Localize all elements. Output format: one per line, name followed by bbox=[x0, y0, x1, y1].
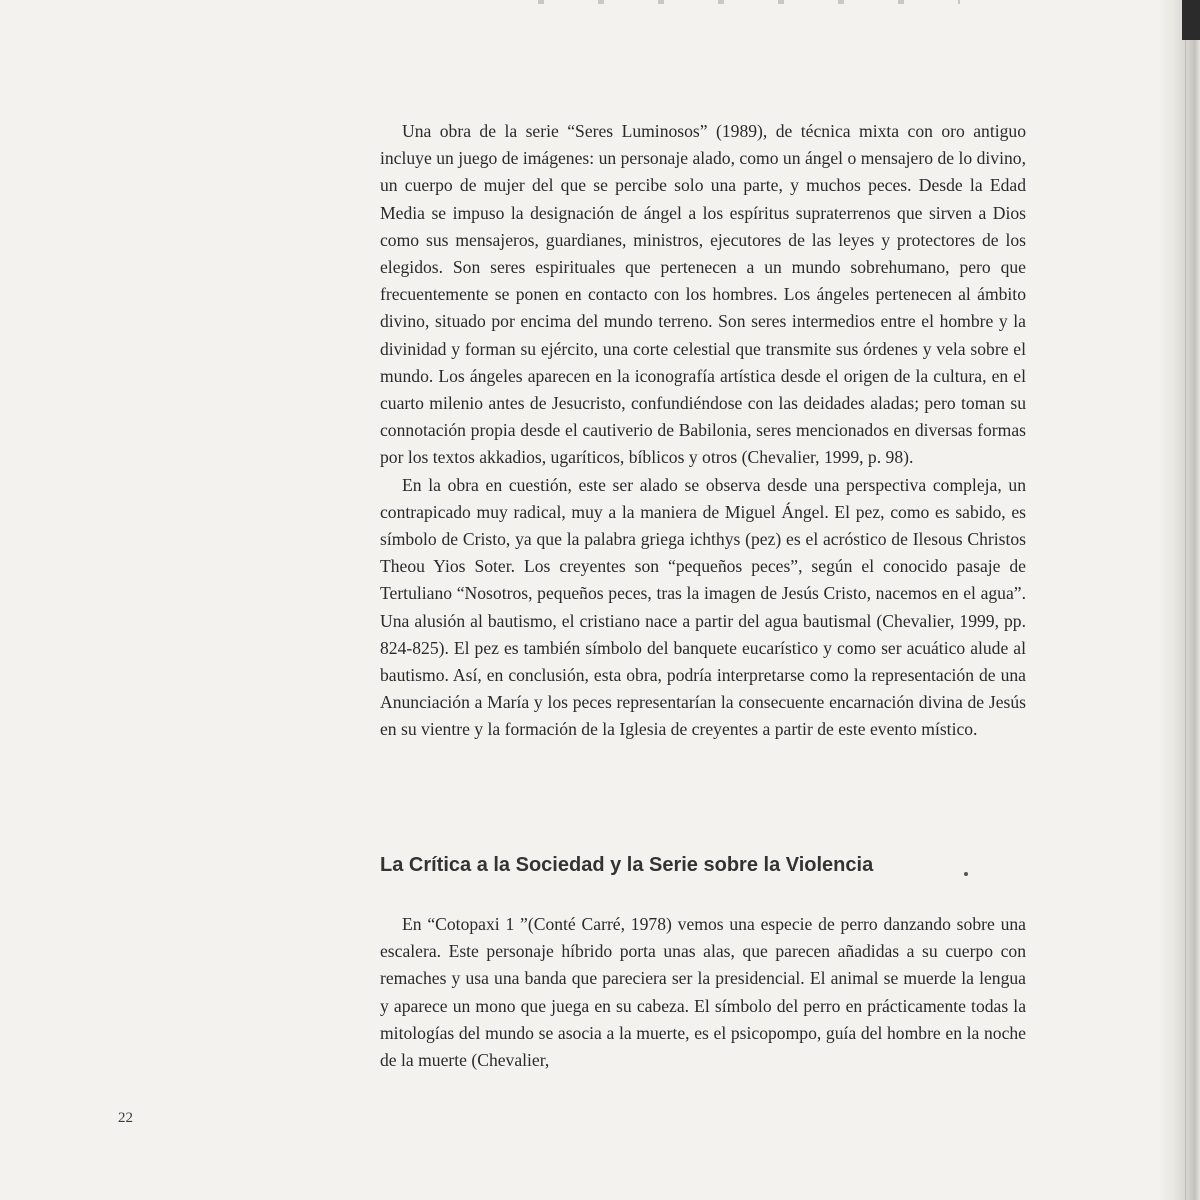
page-edge bbox=[1185, 0, 1186, 1200]
main-text-block bbox=[380, 118, 1026, 744]
paragraph-seres-luminosos: Una obra de la serie “Seres Luminosos” (1989), de técnica mixta con oro antiguo incluye un juego de imágenes: un personaje alado, como un ángel o mensajero de lo divino, un cuerpo de mujer del que se percibe solo una parte, y muchos peces. Desde la Edad Media se impuso la designación de ángel a los espíritus supraterrenos que sirven a Dios como sus mensajeros, guardianes, ministros, ejecutores de las leyes y protectores de los elegidos. Son seres espirituales que pertenecen a un mundo sobrehumano, pero que frecuentemente se ponen en contacto con los hombres. Los ángeles pertenecen al ámbito divino, situado por encima del mundo terreno. Son seres intermedios entre el hombre y la divinidad y forman su ejército, una corte celestial que transmite sus órdenes y vela sobre el mundo. Los ángeles aparecen en la iconografía artística desde el origen de la cultura, en el cuarto milenio antes de Jesucristo, confundiéndose con las deidades aladas; pero toman su connotación propia desde el cautiverio de Babilonia, seres mencionados en diversas formas por los textos akkadios, ugaríticos, bíblicos y otros (Chevalier, 1999, p. 98). bbox=[380, 121, 1026, 468]
section-text-block bbox=[380, 911, 1026, 1074]
book-spine-shadow bbox=[1158, 0, 1200, 1200]
page-number: 22 bbox=[118, 1110, 133, 1126]
scan-corner-mark bbox=[1182, 0, 1200, 40]
paragraph-obra-en-cuestion: En la obra en cuestión, este ser alado se observa desde una perspectiva compleja, un contrapicado muy radical, muy a la maniera de Miguel Ángel. El pez, como es sabido, es símbolo de Cristo, ya que la palabra griega ichthys (pez) es el acróstico de Ilesous Christos Theou Yios Soter. Los creyentes son “pequeños peces”, según el conocido pasaje de Tertuliano “Nosotros, pequeños peces, tras la imagen de Jesús Cristo, nacemos en el agua”. Una alusión al bautismo, el cristiano nace a partir del agua bautismal (Chevalier, 1999, pp. 824-825). El pez es también símbolo del banquete eucarístico y como ser acuático alude al bautismo. Así, en conclusión, esta obra, podría interpretarse como la representación de una Anunciación a María y los peces representarían la consecuente encarnación divina de Jesús en su vientre y la formación de la Iglesia de creyentes a partir de este evento místico. bbox=[380, 474, 1026, 740]
paragraph-cotopaxi: En “Cotopaxi 1 ”(Conté Carré, 1978) vemos una especie de perro danzando sobre una escalera. Este personaje híbrido porta unas alas, que parecen añadidas a su cuerpo con remaches y usa una banda que pareciera ser la presidencial. El animal se muerde la lengua y aparece un mono que juega en su cabeza. El símbolo del perro en prácticamente todas la mitologías del mundo se asocia a la muerte, es el psicopompo, guía del hombre en la noche de la muerte (Chevalier, bbox=[380, 914, 1026, 1071]
stray-dot-mark bbox=[964, 872, 968, 876]
section-heading: La Crítica a la Sociedad y la Serie sobre la Violencia bbox=[380, 854, 874, 876]
previous-page-text-remnant bbox=[520, 0, 960, 4]
